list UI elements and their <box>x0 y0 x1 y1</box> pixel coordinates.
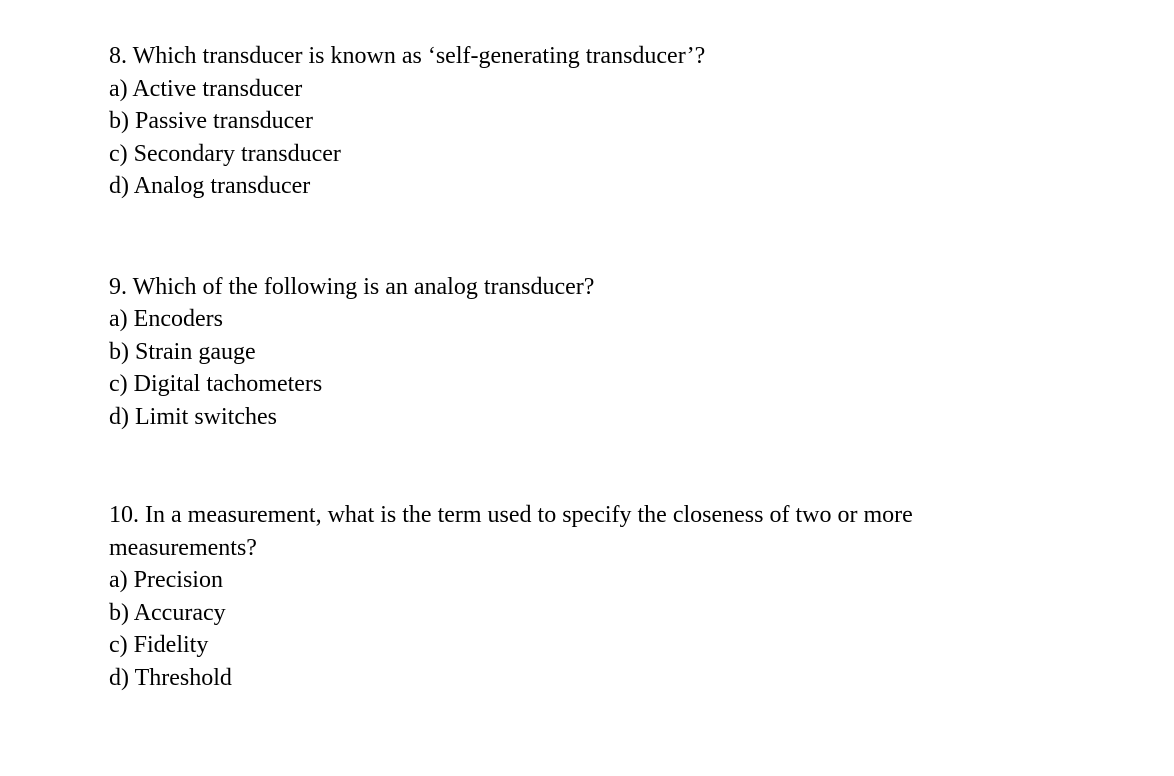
option-text: Analog transducer <box>133 173 311 199</box>
option-letter: b) <box>109 108 129 134</box>
question-number: 9. <box>109 273 127 300</box>
option-letter: c) <box>109 371 128 397</box>
option-text: Threshold <box>134 664 232 691</box>
question-text: In a measurement, what is the term used to specify the closeness of two or more measurements? <box>109 502 913 561</box>
option-letter: a) <box>109 75 128 102</box>
option-b <box>109 105 1009 138</box>
option-letter: c) <box>109 632 128 658</box>
question-text: Which transducer is known as ‘self-generating transducer’? <box>132 43 706 69</box>
option-c <box>109 138 1009 171</box>
option-b <box>109 336 1009 369</box>
option-text: Fidelity <box>133 632 209 658</box>
question-number: 8. <box>109 43 127 69</box>
option-text: Active transducer <box>132 75 303 102</box>
option-letter: b) <box>109 338 129 365</box>
option-b <box>109 597 1009 630</box>
question-8 <box>109 40 1009 203</box>
option-text: Encoders <box>133 306 223 332</box>
question-9 <box>109 271 1009 434</box>
option-letter: d) <box>109 403 129 430</box>
option-c <box>109 368 1009 401</box>
option-text: Digital tachometers <box>133 371 323 397</box>
option-letter: a) <box>109 306 128 332</box>
option-text: Strain gauge <box>135 338 256 365</box>
option-c <box>109 629 1009 662</box>
option-d <box>109 662 1009 695</box>
option-text: Precision <box>133 567 223 593</box>
option-letter: c) <box>109 140 128 167</box>
question-number: 10. <box>109 502 139 528</box>
option-text: Secondary transducer <box>133 140 341 167</box>
option-letter: d) <box>109 173 129 199</box>
option-text: Accuracy <box>133 599 226 626</box>
question-stem <box>109 40 1009 73</box>
option-a <box>109 303 1009 336</box>
option-text: Passive transducer <box>135 108 313 134</box>
question-10 <box>109 499 1009 694</box>
option-letter: b) <box>109 599 129 626</box>
option-text: Limit switches <box>135 403 277 430</box>
option-letter: d) <box>109 664 129 691</box>
option-a <box>109 564 1009 597</box>
option-d <box>109 170 1009 203</box>
question-stem <box>109 499 989 564</box>
question-text: Which of the following is an analog transducer? <box>132 273 595 300</box>
question-stem <box>109 271 1009 304</box>
option-a <box>109 73 1009 106</box>
option-d <box>109 401 1009 434</box>
document-body <box>109 40 1009 758</box>
option-letter: a) <box>109 567 128 593</box>
